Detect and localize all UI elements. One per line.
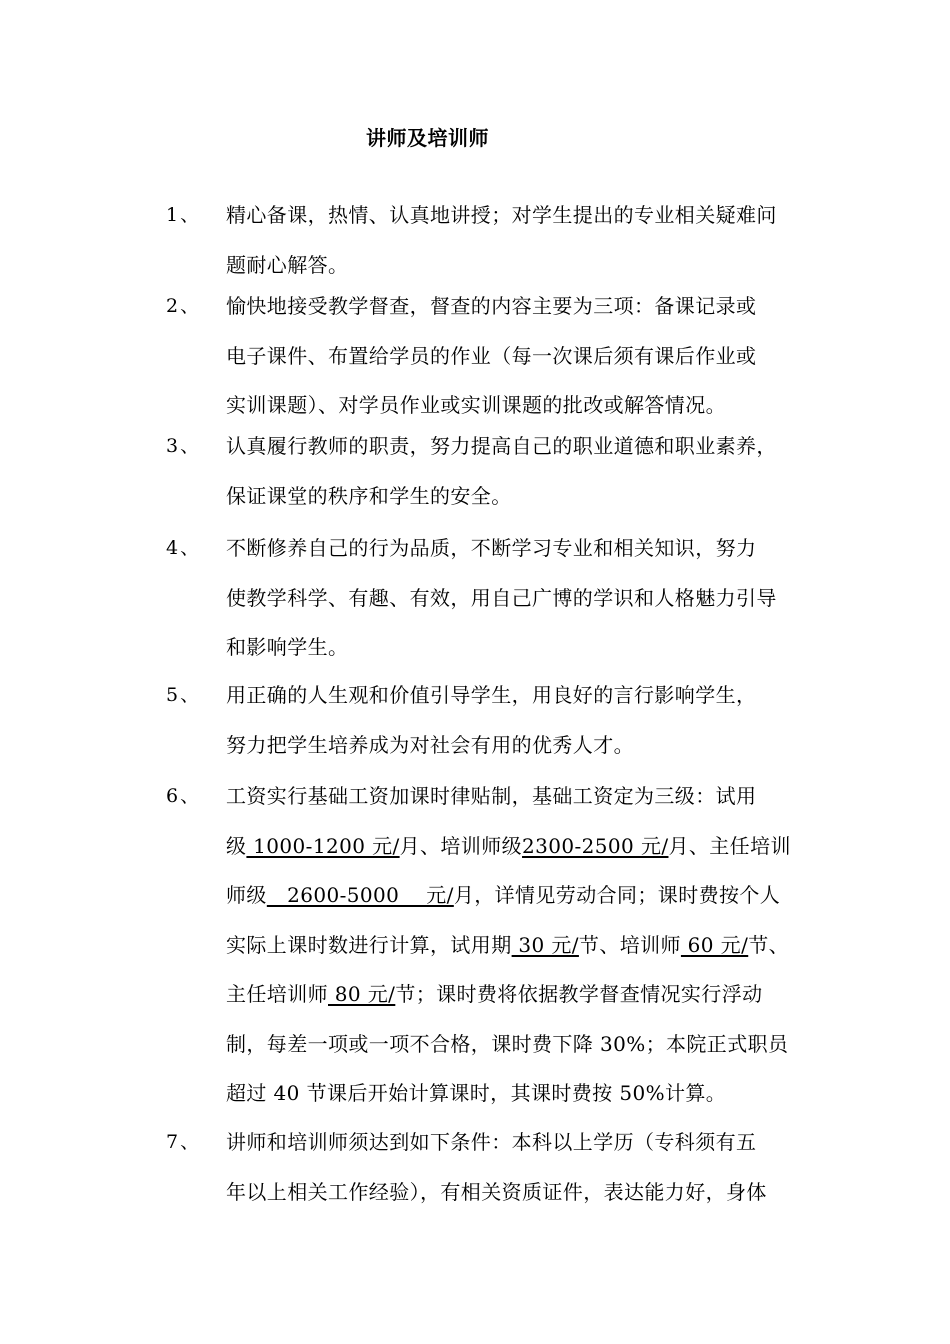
text-segment: 保证课堂的秩序和学生的安全。 xyxy=(226,483,512,508)
text-line xyxy=(226,721,756,771)
text-segment: 节、培训师 xyxy=(578,932,681,957)
text-line xyxy=(226,921,791,971)
text-segment: 和影响学生。 xyxy=(226,635,349,659)
text-line xyxy=(226,871,791,921)
text-segment: 实训课题）、对学员作业或实训课题的批改或解答情况。 xyxy=(226,393,726,417)
text-segment: 月、主任培训 xyxy=(668,833,791,858)
text-line xyxy=(226,822,791,872)
list-item-number: 6、 xyxy=(166,785,202,807)
text-line xyxy=(226,623,777,673)
text-segment: 级 xyxy=(226,833,247,858)
text-line xyxy=(226,772,791,822)
text-segment: 努力把学生培养成为对社会有用的优秀人才。 xyxy=(226,732,634,757)
text-segment: 不断修养自己的行为品质，不断学习专业和相关知识，努力 xyxy=(226,536,757,560)
text-line xyxy=(226,671,756,721)
text-line xyxy=(226,1020,791,1070)
underlined-value: 60 元/ xyxy=(680,932,749,957)
list-item-number: 2、 xyxy=(166,295,202,317)
text-line xyxy=(226,970,791,1020)
text-line xyxy=(226,1069,791,1119)
list-item-text xyxy=(226,524,777,673)
list-item-number: 3、 xyxy=(166,435,202,457)
text-line xyxy=(226,332,756,382)
text-segment: 使教学科学、有趣、有效，用自己广博的学识和人格魅力引导 xyxy=(226,585,777,610)
underlined-value: 80 元/ xyxy=(328,982,396,1006)
text-segment: 题耐心解答。 xyxy=(226,252,349,277)
text-segment: 精心备课，热情、认真地讲授；对学生提出的专业相关疑难问 xyxy=(226,203,777,227)
list-item-text xyxy=(226,671,756,770)
text-segment: 电子课件、布置给学员的作业（每一次课后须有课后作业或 xyxy=(226,343,757,368)
list-item-number: 5、 xyxy=(166,684,202,706)
text-segment: 认真履行教师的职责，努力提高自己的职业道德和职业素养， xyxy=(226,434,777,458)
text-segment: 超过 40 节课后开始计算课时，其课时费按 50%计算。 xyxy=(226,1081,727,1105)
text-segment: 愉快地接受教学督查，督查的内容主要为三项：备课记录或 xyxy=(226,294,757,318)
list-item-text xyxy=(226,772,791,1119)
underlined-value: 2600-5000 元/ xyxy=(266,883,454,907)
text-segment: 年以上相关工作经验），有相关资质证件，表达能力好，身体 xyxy=(226,1179,767,1204)
text-line xyxy=(226,524,777,574)
list-item-text xyxy=(226,191,777,290)
text-line xyxy=(226,191,777,241)
text-line xyxy=(226,472,777,522)
text-segment: 用正确的人生观和价值引导学生，用良好的言行影响学生， xyxy=(226,683,757,707)
text-segment: 主任培训师 xyxy=(226,982,328,1006)
text-segment: 工资实行基础工资加课时律贴制，基础工资定为三级：试用 xyxy=(226,784,757,808)
list-item-number: 4、 xyxy=(166,537,202,559)
text-line xyxy=(226,1118,767,1168)
list-item-text xyxy=(226,1118,767,1217)
list-item-text xyxy=(226,282,756,431)
underlined-value: 1000-1200 元/ xyxy=(246,833,400,858)
list-item-text xyxy=(226,422,777,521)
text-line xyxy=(226,422,777,472)
text-segment: 月、培训师级 xyxy=(399,833,523,858)
text-segment: 节、 xyxy=(748,932,790,957)
text-segment: 师级 xyxy=(226,883,267,907)
text-line xyxy=(226,574,777,624)
text-line xyxy=(226,1168,767,1218)
text-segment: 制，每差一项或一项不合格，课时费下降 30%；本院正式职员 xyxy=(226,1031,789,1056)
text-line xyxy=(226,282,756,332)
list-item-number: 1、 xyxy=(166,204,202,226)
text-segment: 月，详情见劳动合同；课时费按个人 xyxy=(453,883,781,907)
underlined-value: 30 元/ xyxy=(511,932,579,957)
text-segment: 实际上课时数进行计算，试用期 xyxy=(226,932,512,957)
document-title: 讲师及培训师 xyxy=(366,126,489,150)
underlined-value: 2300-2500 元/ xyxy=(522,833,669,858)
text-segment: 讲师和培训师须达到如下条件：本科以上学历（专科须有五 xyxy=(226,1130,757,1154)
list-item-number: 7、 xyxy=(166,1131,202,1153)
text-segment: 节；课时费将依据教学督查情况实行浮动 xyxy=(395,982,763,1006)
